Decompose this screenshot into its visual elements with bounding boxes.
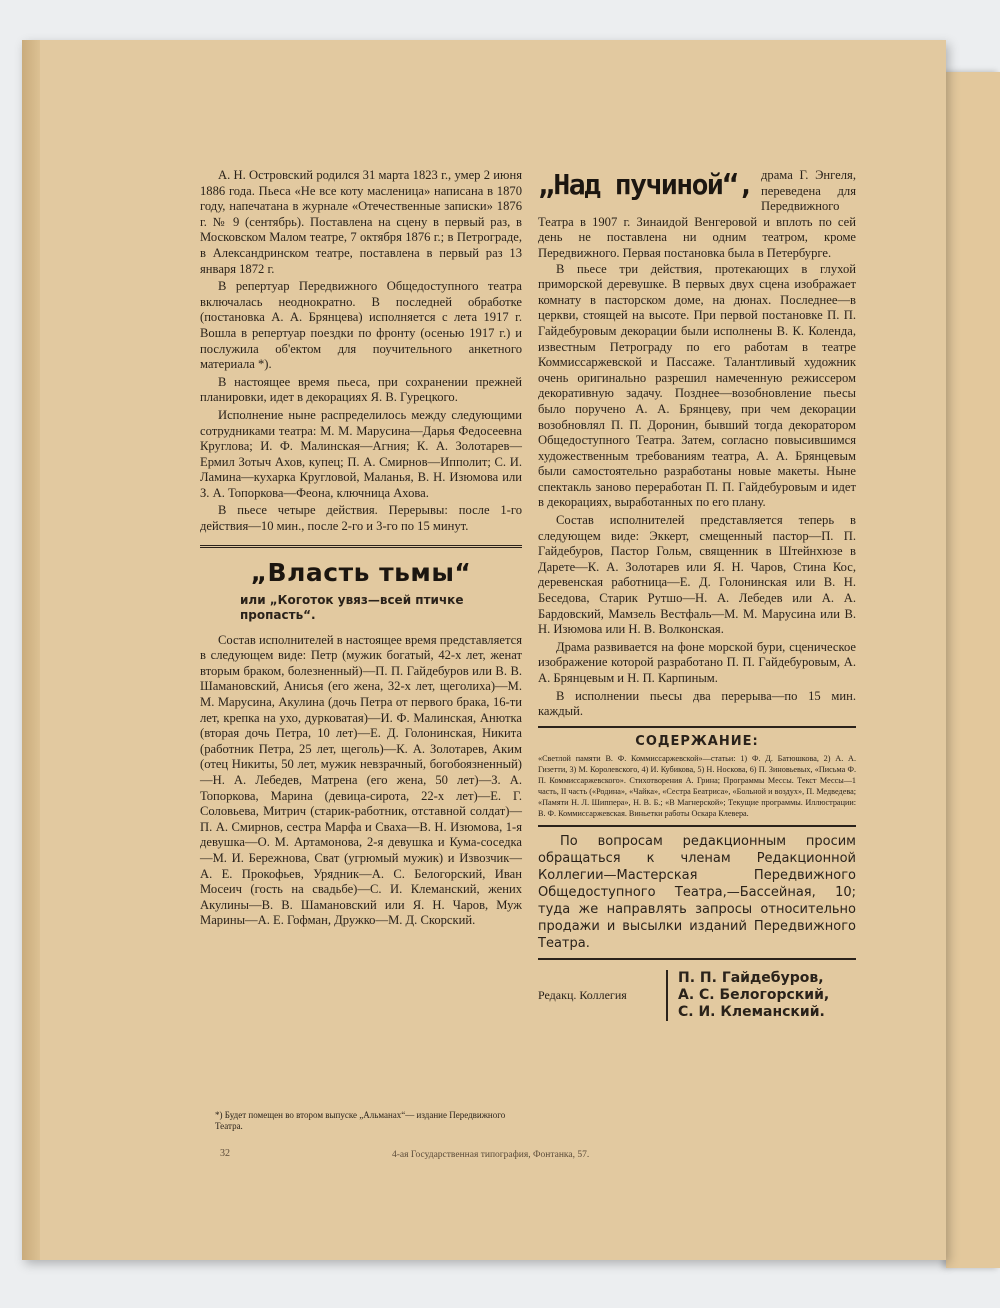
editorial-label: Редакц. Коллегия [538, 987, 627, 1002]
cast-paragraph: Состав исполнителей в настоящее время представляется в следующем виде: Петр (мужик богатый, 42-х лет, женат вторым браком, болезненный)—П. П. Гайдебуров или В. В. Шамановский, Анисья (его жена, 32-х лет, щеголиха)—М. М. Марусина, Акулина (дочь Петра от первого брака, 16-ти лет, крепка на ухо, дурковатая)—И. Ф. Малинская, Анютка (вторая дочь Петра, 10 лет)—Е. Д. Голонинская, Никита (работник Петра, 25 лет, щеголь)—К. А. Золотарев, Аким (отец Никиты, 50 лет, мужик невзрачный, богобоязненный)—Н. А. Лебедев, Матрена (его жена, 50 лет)—З. А. Топоркова, Марина (девица-сирота, 22-х лет)—Е. Г. Соловьева, Митрич (старик-работник, отставной солдат)—П. А. Смирнов, сестра Марфа и Сваха—В. Н. Изюмова, 1-я девушка—О. М. Артамонова, 2-я девушка и Кума-соседка—М. И. Бережнова, Сват (угрюмый мужик) и Извозчик—А. Е. Прокофьев, Урядник—А. С. Белогорский, Иван Мосеич (гость на свадьбе)—С. И. Клеманский, жених Акулины—В. В. Шамановский или Я. Н. Чаров, Муж Марины—А. Е. Гофман, Дружко—М. Д. Скорский. [200, 632, 522, 928]
play-heading-block [538, 168, 856, 262]
intro-paragraph: В пьесе четыре действия. Перерывы: после 1-го действия—10 мин., после 2-го и 3-го по 15 минут. [200, 503, 522, 534]
left-column [200, 168, 522, 931]
intro-paragraph: Исполнение ныне распределилось между следующими сотрудниками театра: М. М. Марусина—Дарья Федосеевна Круглова; И. Ф. Малинская—Агния; К. А. Золотарев—Ермил Зотыч Ахов, купец; П. А. Смирнов—Ипполит; С. И. Ламина—кухарка Кругловой, Маланья, В. Н. Изюмова или З. А. Топоркова—Феона, ключница Ахова. [200, 407, 522, 500]
section-divider [200, 545, 522, 548]
body-paragraph: Драма развивается на фоне морской бури, сценическое изображение которой разработано П. П. Гайдебуровым, А. А. Брянцевым и Н. П. Карпиным. [538, 639, 856, 685]
printer-imprint: 4-ая Государственная типография, Фонтанка, 57. [392, 1150, 590, 1160]
body-paragraph: В пьесе три действия, протекающих в глухой приморской деревушке. В первых двух сцена изображает комнату в пасторском доме, на дюнах. Последнее—в церкви, стоящей на высоте. При первой постановке П. П. Гайдебуровым декорации были исполнены В. К. Коленда, известным Петрограду по его работам в театре Коммиссаржевской и Пассаже. Талантливый художник очень оригинально разрешил намеченную режиссером декоративную задачу. Позднее—возобновление пьесы было поручено А. А. Брянцеву, при чем декорации возобновлял П. П. Доронин, бывший тогда декоратором Общедоступного Театра. Затем, согласно повысившимся художественным требованиям театра, А. А. Брянцевым были самостоятельно разработаны новые макеты. Ныне спектакль заново переработан П. П. Гайдебуровым и идет в декорациях, выработанных по его плану. [538, 261, 856, 510]
editorial-notice: По вопросам редакционным просим обращаться к членам Редакционной Коллегии—Мастерская Передвижного Общедоступного Театра,—Бассейная, 10; туда же направлять запросы относительно продажи и высылки изданий Передвижного Театра. [538, 833, 856, 951]
right-column [538, 168, 856, 1021]
editorial-member: П. П. Гайдебуров, [678, 969, 824, 986]
editorial-member: С. И. Клеманский. [678, 1003, 825, 1020]
intro-paragraph: В репертуар Передвижного Общедоступного театра включалась неоднократно. В последней обработке (постановка А. А. Брянцева) исполняется с лета 1917 г. Вошла в репертуар поездки по фронту (осенью 1917 г.) и послужила об'ектом для поучительного анкетного материала *). [200, 279, 522, 372]
section-divider [538, 726, 856, 728]
footnote: *) Будет помещен во втором выпуске „Альманах“— издание Передвижного Театра. [215, 1110, 506, 1131]
editorial-board [538, 970, 856, 1021]
section-divider [538, 825, 856, 827]
editorial-members [666, 970, 829, 1021]
body-paragraph: Состав исполнителей представляется теперь в следующем виде: Эккерт, смещенный пастор—П. П. Гайдебуров, Пастор Гольм, священник в Штейнхюзе в Дарете—К. А. Золотарев или Я. Н. Чаров, Стина Кос, деревенская работница—Е. Д. Голонинская или В. Н. Беседова, Старик Рутшо—Н. А. Лебедев или А. А. Бардовский, Мамзель Вестфаль—М. М. Марусина или В. Н. Изюмова или Н. В. Волконская. [538, 513, 856, 637]
play-title-nad-puchinoy: „Над пучиной“, [538, 168, 754, 201]
next-page-edge [946, 72, 1000, 1268]
contents-body: «Светлой памяти В. Ф. Коммиссаржевской»—статьи: 1) Ф. Д. Батюшкова, 2) А. А. Гизетти, 3) М. Королевского, 4) И. Кубикова, 5) Н. Носкова, 6) П. Зиновьевых, «Письма Ф. П. Коммиссаржевского». Стихотворения А. Грина; Программы Мессы. Текст Мессы—1 часть, II часть («Родина», «Чайка», «Сестра Беатриса», «Больной и воздух», П. Медведева; «Памяти Н. Л. Шиппера», Н. В. Б.; «В Магнерской»; Текущие программы. Иллюстрации: В. Ф. Коммиссаржевская. Виньетки работы Оскара Клевера. [538, 753, 856, 818]
intro-paragraph: В настоящее время пьеса, при сохранении прежней планировки, идет в декорациях Я. В. Гурецкого. [200, 374, 522, 405]
body-paragraph: В исполнении пьесы два перерыва—по 15 мин. каждый. [538, 688, 856, 719]
contents-heading: СОДЕРЖАНИЕ: [635, 733, 759, 749]
page-binding-edge [22, 40, 40, 1260]
play-title-vlast-tmy: „Власть тьмы“ [250, 557, 472, 587]
play-subtitle: или „Коготок увяз—всей птичке пропасть“. [240, 592, 464, 622]
editorial-member: А. С. Белогорский, [678, 986, 830, 1003]
page-number: 32 [220, 1148, 230, 1159]
intro-paragraph: А. Н. Островский родился 31 марта 1823 г., умер 2 июня 1886 года. Пьеса «Не все коту масленица» написана в 1870 году, напечатана в журнале «Отечественные записки» 1876 г. № 9 (сентябрь). Поставлена на сцену в первый раз, в Московском Малом театре, 7 октября 1876 г.; в Петрограде, в Александринском театре, поставлена в первый раз 13 января 1872 г. [200, 168, 522, 276]
section-divider [538, 958, 856, 960]
play-intro: драма Г. Энгеля, переведена для Передвижного Театра в 1907 г. Зинаидой Венгеровой и вплоть по сей день не поставлена ни одним театром, кроме Передвижного. Первая постановка была в Петербурге. [538, 168, 856, 260]
